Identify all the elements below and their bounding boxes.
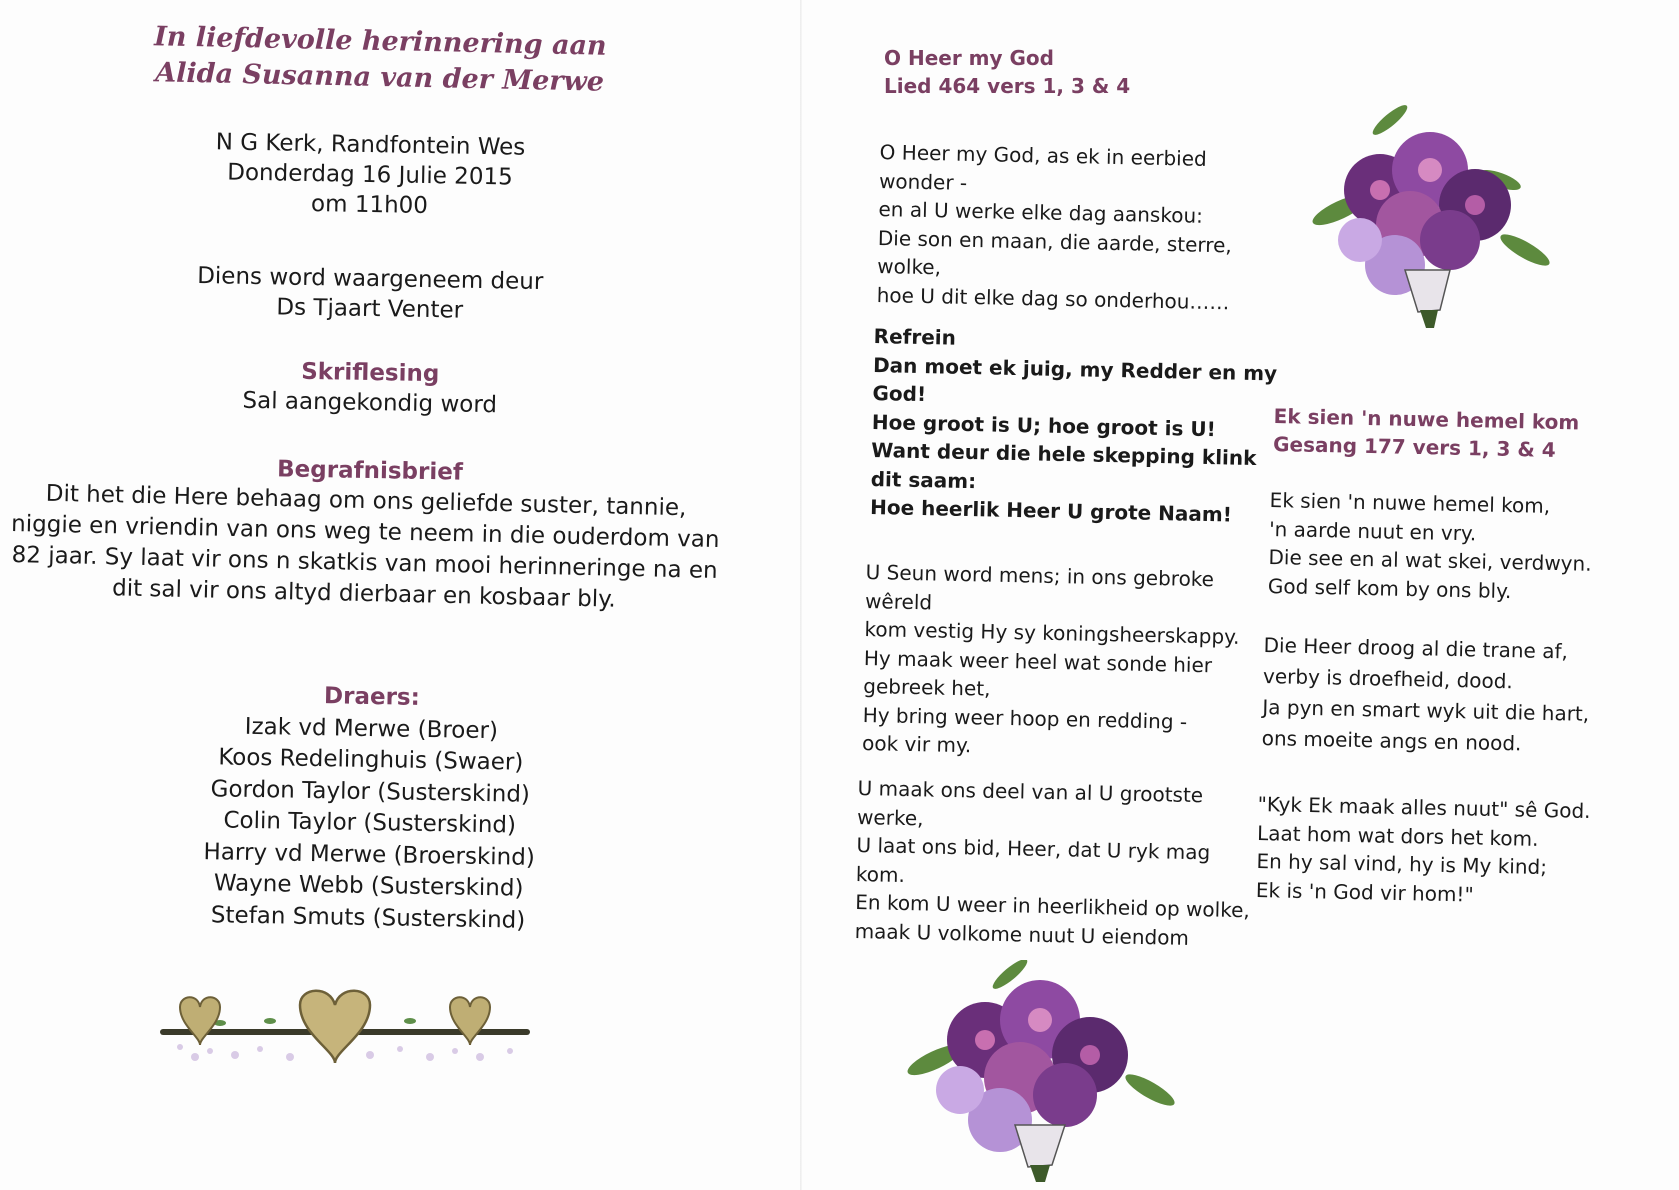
verse-line: Laat hom wat dors het kom. — [1256, 820, 1539, 851]
church-name: N G Kerk, Randfontein Wes — [215, 129, 526, 161]
bouquet-wrap — [1405, 270, 1450, 312]
page-fold — [800, 0, 802, 1190]
verse-line: Die see en al wat skei, verdwyn. — [1268, 544, 1592, 576]
verse-line: ons moeite angs en nood. — [1261, 725, 1522, 756]
verse-line: Ek sien 'n nuwe hemel kom, — [1269, 487, 1551, 518]
scripture-heading: Skriflesing — [300, 358, 440, 388]
verse-line: gebreek het, — [863, 673, 991, 701]
verse-line: wonder - — [878, 168, 968, 195]
officiant — [0, 258, 740, 331]
heart-right-icon — [450, 997, 490, 1045]
verse-line: hoe U dit elke dag so onderhou…… — [876, 282, 1230, 314]
verse-line: maak U volkome nuut U eiendom — [854, 918, 1190, 950]
bouquet-top-image — [1300, 100, 1560, 330]
verse-line: En kom U weer in heerlikheid op wolke, — [855, 889, 1250, 923]
hymn1-verse4 — [854, 774, 1252, 953]
hymn2-reference: Gesang 177 vers 1, 3 & 4 — [1272, 431, 1556, 462]
verse-line: en al U werke elke dag aanskou: — [878, 196, 1204, 228]
heart-left-icon — [180, 997, 220, 1045]
hymn2-heading — [1273, 402, 1580, 464]
bearer-item: Wayne Webb (Susterskind) — [213, 870, 524, 902]
bearer-item: Stefan Smuts (Susterskind) — [210, 901, 526, 934]
verse-line: verby is droefheid, dood. — [1262, 663, 1514, 694]
refrain-line: Dan moet ek juig, my Redder en my — [872, 352, 1278, 385]
left-page — [0, 0, 760, 1190]
verse-line: U laat ons bid, Heer, dat U ryk mag — [856, 832, 1211, 865]
bearer-item: Gordon Taylor (Susterskind) — [210, 775, 531, 808]
notice-heading: Begrafnisbrief — [276, 456, 464, 486]
hymn1-title: O Heer my God — [884, 46, 1054, 70]
bouquet-stems — [1030, 1165, 1050, 1182]
refrain-line: Hoe heerlik Heer U grote Naam! — [869, 494, 1233, 527]
officiant-line-2: Ds Tjaart Venter — [276, 294, 464, 324]
verse-line: Die Heer droog al die trane af, — [1263, 632, 1569, 664]
hymn1-heading — [884, 44, 1130, 100]
bearer-item: Harry vd Merwe (Broerskind) — [203, 838, 536, 871]
hymn1-verse1 — [876, 138, 1233, 316]
hymn2-verse3 — [1261, 630, 1590, 761]
service-time: om 11h00 — [310, 190, 429, 220]
refrain-line: Hoe groot is U; hoe groot is U! — [871, 409, 1216, 441]
refrain-line: Want deur die hele skepping klink — [871, 437, 1257, 471]
verse-line: O Heer my God, as ek in eerbied — [879, 139, 1207, 171]
verse-line: En hy sal vind, hy is My kind; — [1256, 848, 1548, 880]
verse-line: Ja pyn en smart wyk uit die hart, — [1262, 694, 1590, 726]
verse-line: U Seun word mens; in ons gebroke — [865, 559, 1215, 592]
notice-text: Dit het die Here behaag om ons geliefde suster, tannie, niggie en vriendin van ons weg te neem in die ouderdom van 82 jaar. Sy laat vir ons n skatkis van mooi herinneringe na en dit sal vir ons altyd dierbaar en kosbaar bly. — [10, 480, 720, 613]
refrain-line: God! — [872, 380, 927, 407]
verse-line: Hy maak weer heel wat sonde hier — [863, 645, 1213, 677]
heart-center-icon — [300, 991, 370, 1063]
hymn1-refrain — [870, 322, 1278, 530]
verse-line: kom. — [855, 861, 906, 887]
verse-line: Hy bring weer hoop en redding - — [862, 702, 1188, 734]
verse-line: God self kom by ons bly. — [1267, 573, 1512, 603]
verse-line: wêreld — [864, 588, 933, 614]
verse-line: U maak ons deel van al U grootste — [857, 775, 1204, 808]
bouquet-bottom-image — [900, 960, 1180, 1185]
bouquet-stems — [1420, 310, 1438, 328]
officiant-line-1: Diens word waargeneem deur — [196, 262, 544, 296]
verse-line: Die son en maan, die aarde, sterre, — [877, 225, 1233, 257]
verse-line: kom vestig Hy sy koningsheerskappy. — [864, 616, 1240, 649]
bearers-heading: Draers: — [323, 683, 421, 711]
refrain-heading: Refrein — [873, 323, 957, 350]
verse-line: Ek is 'n God vir hom!" — [1255, 877, 1474, 907]
hymn1-reference: Lied 464 vers 1, 3 & 4 — [884, 74, 1131, 98]
bouquet-wrap — [1015, 1125, 1065, 1167]
verse-line: "Kyk Ek maak alles nuut" sê God. — [1257, 791, 1591, 823]
title-line-2: Alida Susanna van der Merwe — [154, 57, 605, 98]
bearers-section — [0, 676, 742, 941]
hearts-garland-image — [150, 985, 540, 1075]
title-line-1: In liefdevolle herinnering aan — [153, 21, 607, 62]
hymn2-title: Ek sien 'n nuwe hemel kom — [1273, 403, 1580, 435]
verse-line: wolke, — [877, 253, 942, 280]
bearer-item: Colin Taylor (Susterskind) — [223, 807, 517, 839]
verse-line: werke, — [856, 804, 924, 830]
hymn2-verse1 — [1268, 486, 1593, 607]
memorial-title — [139, 19, 620, 101]
scripture-section — [0, 352, 740, 425]
verse-line: ook vir my. — [861, 730, 972, 758]
verse-line: 'n aarde nuut en vry. — [1268, 516, 1477, 545]
hymn1-verse3 — [862, 558, 1241, 765]
bearer-item: Koos Redelinghuis (Swaer) — [218, 744, 524, 776]
scripture-text: Sal aangekondig word — [242, 387, 498, 419]
service-details — [0, 124, 741, 227]
hymn2-verse4 — [1256, 790, 1591, 911]
bearer-item: Izak vd Merwe (Broer) — [244, 713, 499, 744]
refrain-line: dit saam: — [870, 466, 977, 493]
service-date: Donderdag 16 Julie 2015 — [227, 159, 513, 191]
